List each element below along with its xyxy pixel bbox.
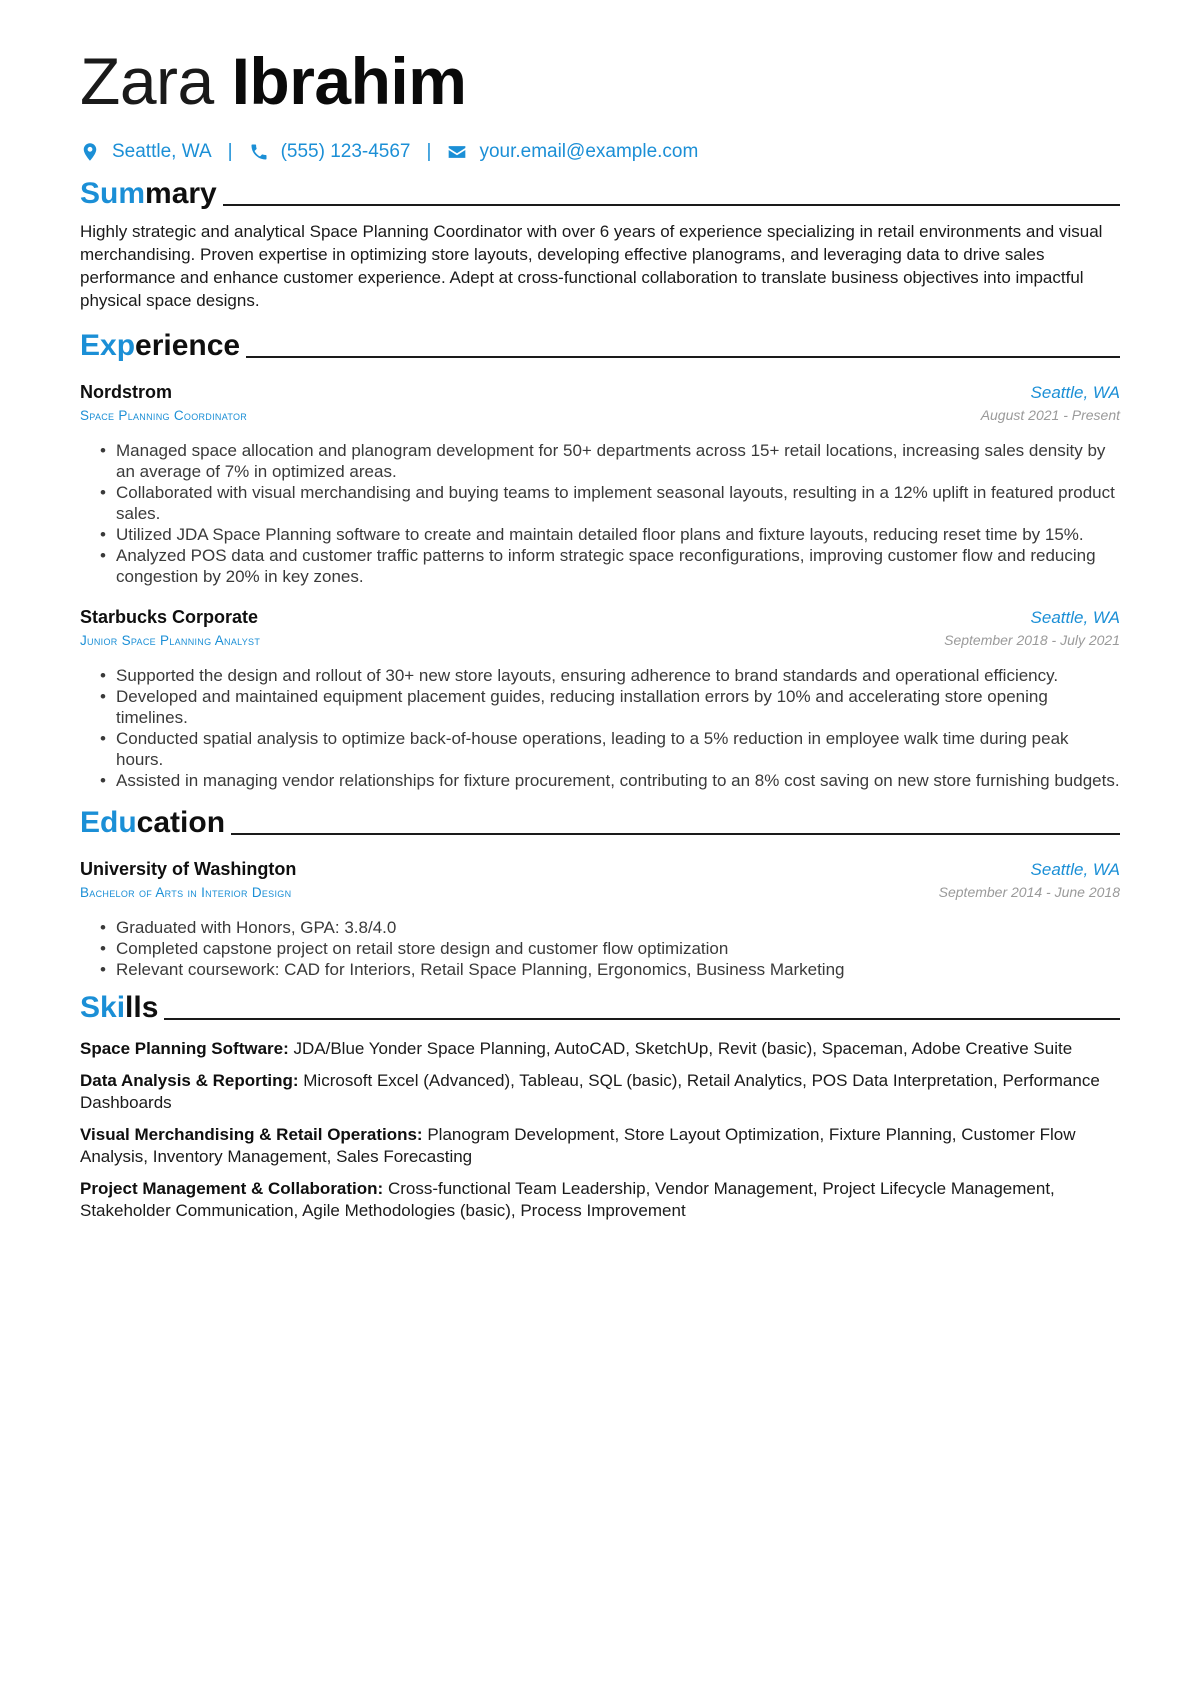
list-item: • Managed space allocation and planogram development for 50+ departments across 15+ retail locations, increasing sales density by an average of 7% in optimized areas. bbox=[116, 440, 1120, 482]
list-item: • Completed capstone project on retail store design and customer flow optimization bbox=[116, 938, 1120, 959]
contact-separator: | bbox=[227, 141, 233, 162]
skills-list bbox=[80, 1038, 1120, 1222]
skill-category: Project Management & Collaboration: bbox=[80, 1179, 384, 1198]
list-item: • Collaborated with visual merchandising and buying teams to implement seasonal layouts, resulting in a 12% uplift in featured product sales. bbox=[116, 482, 1120, 524]
phone-icon bbox=[249, 142, 269, 162]
school-location: Seattle, WA bbox=[1030, 860, 1120, 879]
first-name: Zara bbox=[80, 44, 214, 118]
company-name: Starbucks Corporate bbox=[80, 607, 259, 627]
contact-phone[interactable] bbox=[249, 141, 411, 163]
list-item: • Relevant coursework: CAD for Interiors, Retail Space Planning, Ergonomics, Business Marketing bbox=[116, 959, 1120, 980]
skill-category: Data Analysis & Reporting: bbox=[80, 1071, 299, 1090]
experience-heading: Experience bbox=[80, 329, 241, 362]
skill-items: Microsoft Excel (Advanced), Tableau, SQL (basic), Retail Analytics, POS Data Interpretation, Performance Dashboards bbox=[80, 1071, 1100, 1112]
map-marker-icon bbox=[80, 142, 100, 162]
skill-group bbox=[80, 1070, 1120, 1114]
job-location: Seattle, WA bbox=[1030, 608, 1120, 627]
phone-text: (555) 123-4567 bbox=[280, 141, 411, 162]
experience-entry bbox=[80, 380, 1120, 587]
envelope-icon bbox=[447, 142, 467, 162]
last-name: Ibrahim bbox=[231, 44, 467, 118]
company-name: Nordstrom bbox=[80, 382, 173, 402]
school-name: University of Washington bbox=[80, 859, 297, 879]
job-dates: September 2018 - July 2021 bbox=[944, 632, 1120, 648]
education-entry bbox=[80, 857, 1120, 980]
list-item: • Assisted in managing vendor relationships for fixture procurement, contributing to an 8% cost saving on new store furnishing budgets. bbox=[116, 770, 1120, 791]
job-bullets bbox=[80, 665, 1120, 791]
candidate-name bbox=[80, 38, 1120, 124]
skill-group bbox=[80, 1124, 1120, 1168]
skill-items: Planogram Development, Store Layout Optimization, Fixture Planning, Customer Flow Analysis, Inventory Management, Sales Forecasting bbox=[80, 1125, 1076, 1166]
job-dates: August 2021 - Present bbox=[980, 407, 1120, 423]
list-item: • Analyzed POS data and customer traffic patterns to inform strategic space reconfigurations, improving customer flow and reducing congestion by 20% in key zones. bbox=[116, 545, 1120, 587]
contact-location bbox=[80, 141, 212, 163]
contact-separator: | bbox=[426, 141, 432, 162]
email-link[interactable]: your.email@example.com bbox=[479, 141, 699, 162]
job-location: Seattle, WA bbox=[1030, 383, 1120, 402]
location-text: Seattle, WA bbox=[112, 141, 212, 162]
summary-section-heading bbox=[80, 172, 1120, 212]
degree: Bachelor of Arts in Interior Design bbox=[80, 885, 292, 900]
section-divider bbox=[246, 356, 1120, 358]
contact-email[interactable] bbox=[447, 141, 698, 163]
list-item: • Conducted spatial analysis to optimize back-of-house operations, leading to a 5% reduction in employee walk time during peak hours. bbox=[116, 728, 1120, 770]
skill-category: Visual Merchandising & Retail Operations: bbox=[80, 1125, 423, 1144]
list-item: • Developed and maintained equipment placement guides, reducing installation errors by 10% and accelerating store opening timelines. bbox=[116, 686, 1120, 728]
skills-section-heading bbox=[80, 986, 1120, 1026]
list-item: • Graduated with Honors, GPA: 3.8/4.0 bbox=[116, 917, 1120, 938]
skill-items: JDA/Blue Yonder Space Planning, AutoCAD, SketchUp, Revit (basic), Spaceman, Adobe Creative Suite bbox=[293, 1039, 1073, 1058]
contact-line bbox=[80, 138, 1120, 166]
job-bullets bbox=[80, 440, 1120, 587]
experience-entry bbox=[80, 605, 1120, 791]
education-bullets bbox=[80, 917, 1120, 980]
job-title: Junior Space Planning Analyst bbox=[80, 633, 261, 648]
skill-category: Space Planning Software: bbox=[80, 1039, 289, 1058]
summary-heading: Summary bbox=[80, 177, 217, 210]
list-item: • Supported the design and rollout of 30+ new store layouts, ensuring adherence to brand standards and operational efficiency. bbox=[116, 665, 1120, 686]
list-item: • Utilized JDA Space Planning software to create and maintain detailed floor plans and fixture layouts, reducing reset time by 15%. bbox=[116, 524, 1120, 545]
skills-heading: Skills bbox=[80, 991, 159, 1024]
experience-section-heading bbox=[80, 324, 1120, 364]
section-divider bbox=[223, 204, 1120, 206]
summary-text: Highly strategic and analytical Space Planning Coordinator with over 6 years of experience specializing in retail environments and visual merchandising. Proven expertise in optimizing store layouts, developing effective planograms, and leveraging data to drive sales performance and enhance customer experience. Adept at cross-functional collaboration to translate business objectives into impactful physical space designs. bbox=[80, 222, 1103, 310]
education-dates: September 2014 - June 2018 bbox=[938, 884, 1120, 900]
skill-group bbox=[80, 1178, 1120, 1222]
education-heading: Education bbox=[80, 806, 226, 839]
section-divider bbox=[231, 833, 1120, 835]
skill-items: Cross-functional Team Leadership, Vendor Management, Project Lifecycle Management, Stakeholder Communication, Agile Methodologies (basic), Process Improvement bbox=[80, 1179, 1055, 1220]
education-section-heading bbox=[80, 801, 1120, 841]
job-title: Space Planning Coordinator bbox=[80, 408, 248, 423]
section-divider bbox=[164, 1018, 1120, 1020]
skill-group bbox=[80, 1038, 1120, 1060]
